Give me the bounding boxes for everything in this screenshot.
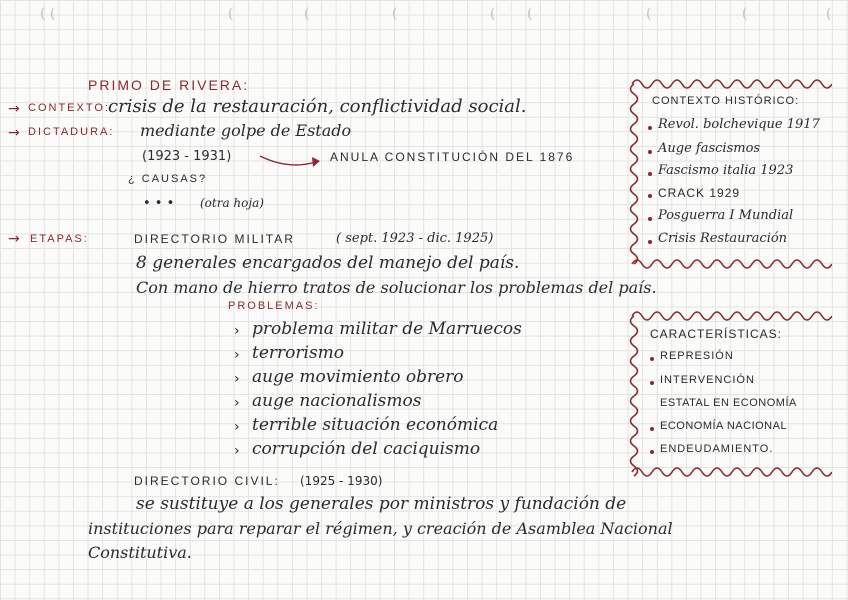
anula-constitucion-note: ANULA CONSTITUCIÓN DEL 1876 (330, 150, 575, 164)
bullet-icon (650, 427, 654, 431)
caracteristicas-title: CARACTERÍSTICAS: (650, 327, 783, 341)
civil-line-3: Constitutiva. (88, 543, 192, 562)
contexto-historico-item: Revol. bolchevique 1917 (658, 117, 820, 132)
curved-arrow-icon (258, 148, 328, 172)
problemas-heading: PROBLEMAS: (228, 300, 320, 312)
civil-line-2: instituciones para reparar el régimen, y creación de Asamblea Nacional (88, 519, 673, 538)
dictadura-dates: (1923 - 1931) (142, 149, 232, 164)
contexto-historico-item: Crisis Restauración (658, 231, 788, 246)
bullet-icon (648, 240, 652, 244)
problemas-bullet-icon: › (234, 323, 240, 339)
otra-hoja-note: (otra hoja) (200, 196, 264, 210)
bullet-icon (648, 150, 652, 154)
bullet-icon (648, 126, 652, 130)
problemas-bullet-icon: › (234, 395, 240, 411)
caracteristicas-item: ENDEUDAMIENTO. (660, 443, 774, 455)
caracteristicas-item-continued: ESTATAL EN ECONOMÍA (660, 397, 797, 409)
bullet-icon (648, 194, 652, 198)
militar-line-2: Con mano de hierro tratos de solucionar los problemas del país. (136, 278, 657, 297)
contexto-historico-item: Fascismo italia 1923 (658, 163, 794, 178)
page-title: PRIMO DE RIVERA: (88, 77, 250, 93)
directorio-civil-heading: DIRECTORIO CIVIL: (134, 474, 280, 488)
dictadura-label: DICTADURA: (28, 126, 115, 138)
problemas-bullet-icon: › (234, 443, 240, 459)
militar-line-1: 8 generales encargados del manejo del país. (136, 253, 520, 273)
problema-item: corrupción del caciquismo (252, 439, 481, 459)
caracteristicas-item: ECONOMÍA NACIONAL (660, 420, 788, 432)
problemas-bullet-icon: › (234, 347, 240, 363)
bullet-icon (650, 357, 654, 361)
contexto-historico-title: CONTEXTO HISTÓRICO: (652, 95, 800, 107)
problema-item: auge nacionalismos (252, 391, 422, 411)
problema-item: problema militar de Marruecos (252, 319, 522, 339)
contexto-historico-item: CRACK 1929 (658, 186, 741, 200)
bullet-icon (648, 172, 652, 176)
directorio-militar-heading: DIRECTORIO MILITAR (134, 232, 295, 246)
etapas-arrow: → (8, 231, 20, 247)
problema-item: terrorismo (252, 343, 345, 363)
dictadura-arrow: → (8, 125, 20, 141)
caracteristicas-item: REPRESIÓN (660, 350, 734, 362)
contexto-text: crisis de la restauración, conflictividad social. (108, 96, 527, 117)
civil-line-1: se sustituye a los generales por ministros y fundación de (136, 494, 627, 514)
etapas-label: ETAPAS: (30, 233, 89, 245)
bullet-icon (648, 217, 652, 221)
problema-item: auge movimiento obrero (252, 367, 464, 387)
bullet-icon (650, 450, 654, 454)
contexto-historico-item: Posguerra I Mundial (658, 208, 794, 223)
causas-question: ¿ CAUSAS? (128, 173, 208, 185)
contexto-historico-item: Auge fascismos (658, 141, 761, 156)
caracteristicas-item: INTERVENCIÓN (660, 374, 755, 386)
problema-item: terrible situación económica (252, 415, 499, 435)
directorio-militar-dates: ( sept. 1923 - dic. 1925) (336, 231, 494, 246)
causas-dots: • • • (143, 196, 175, 211)
problemas-bullet-icon: › (234, 419, 240, 435)
contexto-arrow: → (8, 101, 20, 117)
directorio-civil-dates: (1925 - 1930) (300, 474, 383, 488)
problemas-bullet-icon: › (234, 371, 240, 387)
contexto-label: CONTEXTO: (28, 102, 110, 114)
bullet-icon (650, 381, 654, 385)
dictadura-text: mediante golpe de Estado (140, 121, 352, 140)
